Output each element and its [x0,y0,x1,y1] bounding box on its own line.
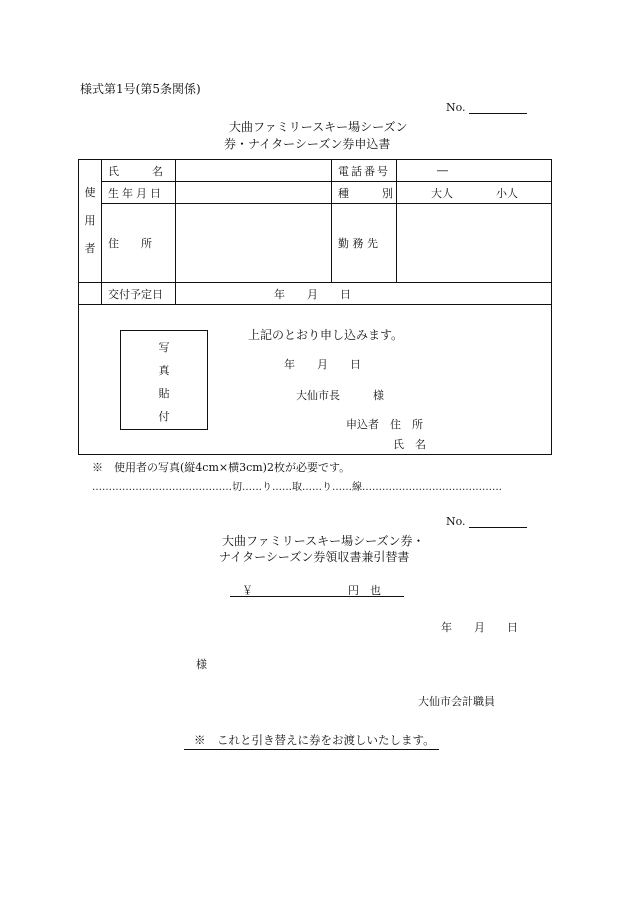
receipt-title-line-1: 大曲ファミリースキー場シーズン券・ [222,534,425,548]
type-child[interactable]: 小人 [496,186,518,200]
photo-char-3: 貼 [158,387,170,400]
application-no [446,101,527,114]
address-label: 住 所 [102,204,176,283]
issue-date-field[interactable]: 年 月 日 [176,283,552,305]
user-side-label [79,160,102,283]
name-label: 氏 名 [102,160,176,182]
type-field[interactable] [397,182,552,204]
title-line-1: 大曲ファミリースキー場シーズン [229,120,408,134]
receipt-sama: 様 [196,658,207,671]
cut-line: ……………………………………切……り……取……り……線…………………………………… [92,482,502,493]
amount-line[interactable] [230,582,404,597]
name-field[interactable] [176,160,332,182]
no-label: No. [446,101,466,114]
receipt-footer-note: ※ これと引き替えに券をお渡しいたします。 [184,732,439,750]
applicant-address-label: 申込者 住 所 [346,418,423,431]
phone-separator: ― [437,164,448,177]
blank-cell [79,283,102,305]
work-label: 勤 務 先 [332,204,397,283]
receipt-date[interactable]: 年 月 日 [441,621,518,634]
receipt-no-field[interactable] [469,515,527,528]
type-label: 種 別 [332,182,397,204]
form-number-label: 様式第1号(第5条関係) [80,82,201,96]
applicant-name-label: 氏 名 [393,438,426,451]
phone-label: 電話番号 [332,160,397,182]
photo-box [120,330,208,430]
birth-label: 生年月日 [102,182,176,204]
receipt-title-line-2: ナイターシーズン券領収書兼引替書 [219,550,410,564]
photo-char-1: 写 [158,341,170,354]
type-adult[interactable]: 大人 [431,186,453,200]
work-field[interactable] [397,204,552,283]
photo-note: ※ 使用者の写真(縦4cm×横3cm)2枚が必要です。 [92,461,351,474]
side-char-1: 使 [84,186,96,199]
issue-date-label: 交付予定日 [102,283,176,305]
receipt-issuer: 大仙市会計職員 [418,695,495,708]
apply-statement: 上記のとおり申し込みます。 [248,328,404,342]
receipt-no [446,515,527,528]
side-char-3: 者 [84,242,96,255]
apply-date[interactable]: 年 月 日 [284,358,361,371]
receipt-no-label: No. [446,515,466,528]
amount-suffix: 円 也 [348,584,381,597]
photo-char-2: 真 [158,364,170,377]
apply-addressee: 大仙市長 様 [296,389,384,402]
photo-char-4: 付 [158,410,170,423]
title-line-2: 券・ナイターシーズン券申込書 [224,137,391,151]
phone-field[interactable] [397,160,552,182]
side-char-2: 用 [84,214,96,227]
birth-field[interactable] [176,182,332,204]
address-field[interactable] [176,204,332,283]
yen-symbol: ￥ [242,584,253,597]
no-field[interactable] [469,101,527,114]
